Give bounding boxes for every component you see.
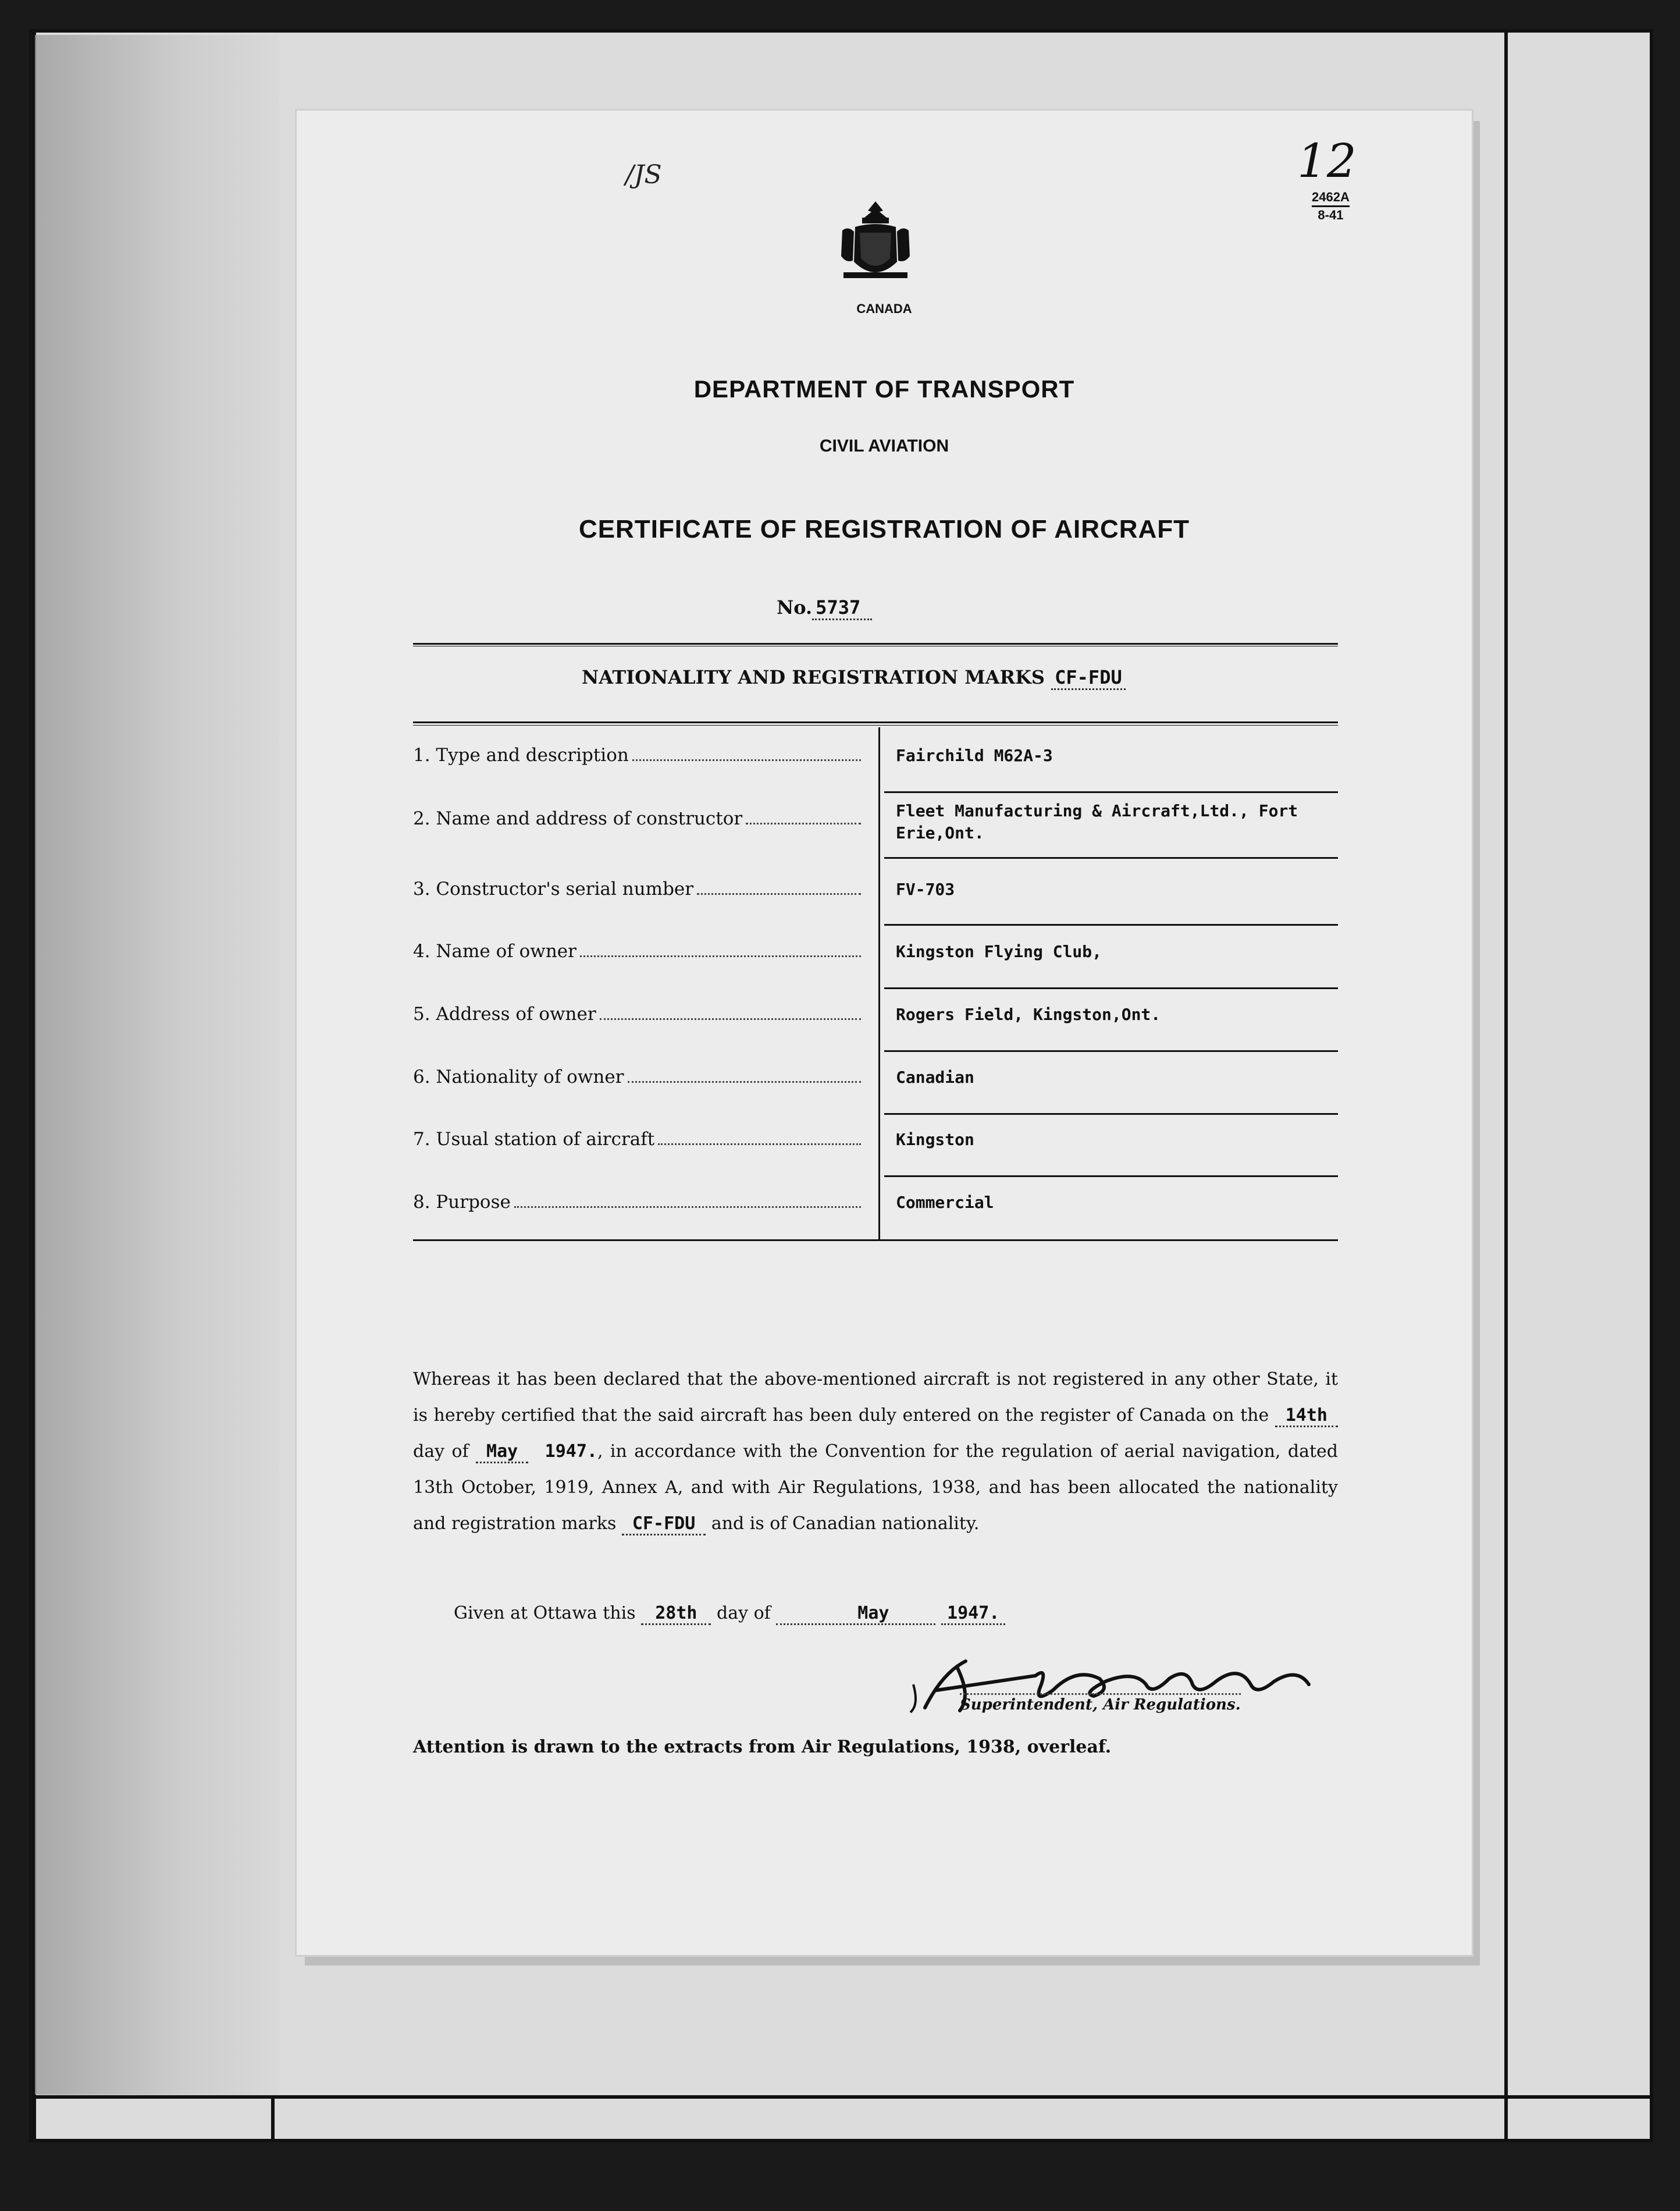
signatory-title: Superintendent, Air Regulations. — [960, 1693, 1241, 1714]
branch-heading: CIVIL AVIATION — [819, 436, 949, 456]
field-value-serial: FV-703 — [896, 880, 955, 899]
field-value-nationality: Canadian — [896, 1068, 974, 1087]
form-number — [1312, 189, 1350, 223]
given-year: 1947. — [941, 1603, 1005, 1625]
certificate-sheet — [297, 111, 1472, 1955]
divider — [413, 1239, 1338, 1241]
divider — [413, 643, 1338, 645]
divider — [413, 725, 1338, 726]
attention-note: Attention is drawn to the extracts from Air Regulations, 1938, overleaf. — [413, 1737, 1112, 1757]
registration-day: 14th — [1275, 1405, 1338, 1427]
field-label: 2. Name and address of constructor — [413, 808, 861, 829]
canada-coat-of-arms-icon — [832, 198, 919, 285]
registration-month: May — [476, 1441, 528, 1463]
field-label: 3. Constructor's serial number — [413, 879, 861, 900]
field-value-owner: Kingston Flying Club, — [896, 942, 1102, 961]
divider — [413, 721, 1338, 723]
certificate-title: CERTIFICATE OF REGISTRATION OF AIRCRAFT — [578, 515, 1190, 543]
registration-marks-label: NATIONALITY AND REGISTRATION MARKS — [582, 666, 1045, 688]
registration-marks-value: CF-FDU — [1051, 666, 1126, 690]
certification-paragraph: Whereas it has been declared that the above-mentioned aircraft is not registered in any other State, it is hereby certified that the said aircraft has been duly entered on the register of Canada on the 14th day of May 1947., in accordance with the Convention for the regulation of aerial navigation, dated 13th October, 1919, Annex A, and with Air Regulations, 1938, and has been allocated the nationality and registration marks CF-FDU and is of Canadian nationality. — [413, 1362, 1338, 1542]
given-month: May — [776, 1603, 935, 1625]
field-label: 1. Type and description — [413, 745, 861, 766]
certificate-number-label: No. — [777, 596, 813, 618]
field-value-purpose: Commercial — [896, 1193, 994, 1212]
field-value-owner-address: Rogers Field, Kingston,Ont. — [896, 1005, 1161, 1024]
department-heading: DEPARTMENT OF TRANSPORT — [693, 375, 1075, 403]
handwritten-page-number: 12 — [1297, 134, 1357, 188]
film-edge — [1504, 33, 1508, 2139]
registration-marks — [582, 666, 1126, 688]
field-label: 5. Address of owner — [413, 1004, 861, 1025]
table-divider — [878, 727, 880, 1239]
given-line: Given at Ottawa this 28th day of May 1947. — [454, 1603, 1338, 1623]
field-value-constructor: Fleet Manufacturing & Aircraft,Ltd., Fort Erie,Ont. — [896, 801, 1298, 843]
allocated-marks: CF-FDU — [622, 1513, 706, 1535]
margin-initials: /JS — [625, 160, 662, 190]
film-edge — [33, 2095, 1650, 2099]
field-label: 7. Usual station of aircraft — [413, 1129, 861, 1150]
form-number-code: 2462A — [1312, 189, 1350, 207]
given-day: 28th — [641, 1603, 711, 1625]
scan-shadow — [35, 35, 279, 2095]
certificate-number-value: 5737 — [812, 596, 872, 620]
field-value-type: Fairchild M62A-3 — [896, 746, 1053, 765]
field-label: 4. Name of owner — [413, 941, 861, 962]
form-number-date: 8-41 — [1318, 208, 1344, 222]
country-label: CANADA — [856, 301, 912, 316]
registration-year: 1947. — [544, 1441, 597, 1462]
field-value-station: Kingston — [896, 1130, 974, 1149]
film-edge — [271, 2095, 275, 2139]
certificate-number — [777, 596, 872, 618]
field-label: 6. Nationality of owner — [413, 1067, 861, 1087]
field-label: 8. Purpose — [413, 1192, 861, 1213]
